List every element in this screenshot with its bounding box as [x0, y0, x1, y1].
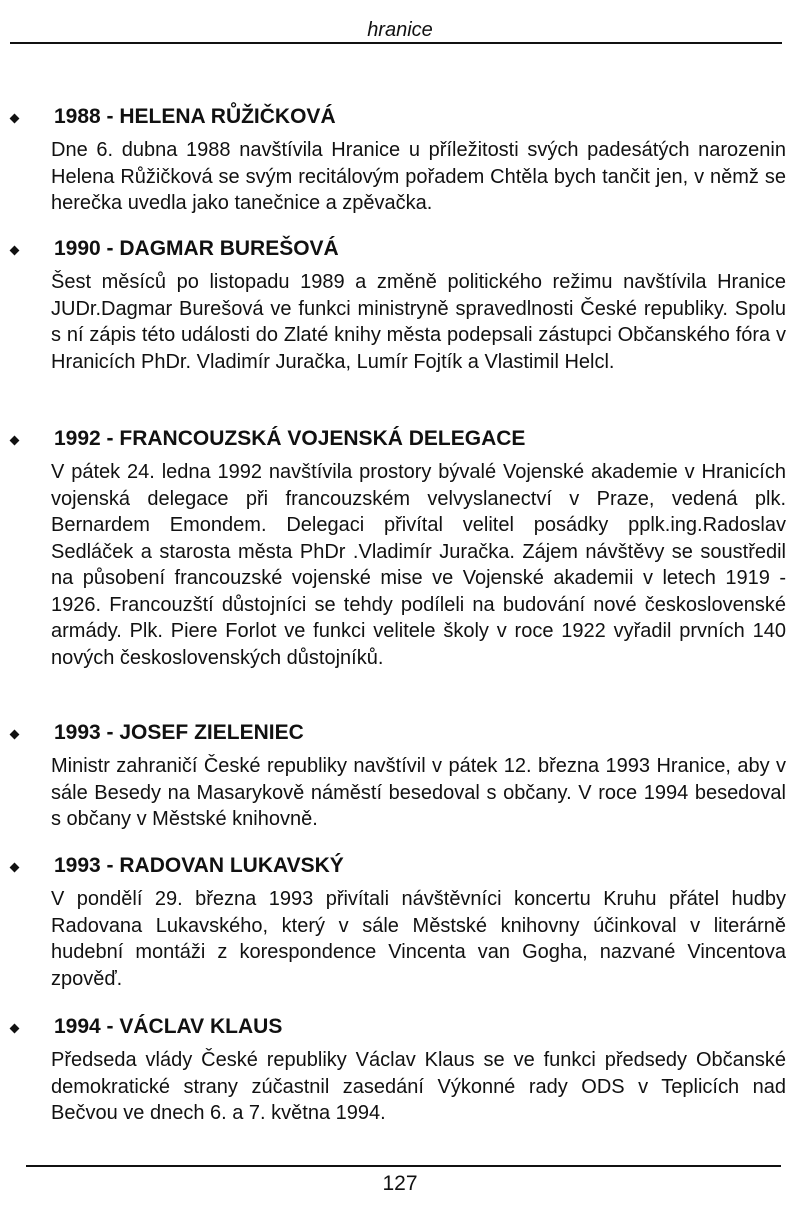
- entry-heading: 1993 - JOSEF ZIELENIEC: [54, 721, 304, 744]
- bullet-icon: [10, 730, 20, 740]
- entry-heading: 1993 - RADOVAN LUKAVSKÝ: [54, 854, 344, 877]
- footer-rule: [26, 1165, 781, 1167]
- bullet-icon: [10, 246, 20, 256]
- entry-body: Ministr zahraničí České republiky navštívil v pátek 12. března 1993 Hranice, aby v sále Besedy na Masarykově náměstí besedoval s občany. V roce 1994 besedoval s občany v Městské knihovně.: [51, 755, 786, 830]
- bullet-icon: [10, 1024, 20, 1034]
- entry-heading: 1994 - VÁCLAV KLAUS: [54, 1015, 283, 1038]
- entry-body: Předseda vlády České republiky Václav Klaus se ve funkci předsedy Občanské demokratické strany zúčastnil zasedání Výkonné rady ODS v Teplicích nad Bečvou ve dnech 6. a 7. května 1994.: [51, 1049, 786, 1124]
- entry-heading: 1992 - FRANCOUZSKÁ VOJENSKÁ DELEGACE: [54, 427, 526, 450]
- entry-heading: 1990 - DAGMAR BUREŠOVÁ: [54, 237, 339, 260]
- bullet-icon: [10, 863, 20, 873]
- header-rule: [10, 42, 782, 44]
- page-number: 127: [382, 1172, 418, 1195]
- entry-body: V pondělí 29. března 1993 přivítali návštěvníci koncertu Kruhu přátel hudby Radovana Lukavského, který v sále Městské knihovny účinkoval v literárně hudební montáži z korespondence Vincenta van Gogha, nazvané Vincentova zpověď.: [51, 888, 786, 990]
- bullet-icon: [10, 436, 20, 446]
- entry-body: Dne 6. dubna 1988 navštívila Hranice u příležitosti svých padesátých narozenin Helena Růžičková se svým recitálovým pořadem Chtěla bych tančit jen, v němž se herečka uvedla jako tanečnice a zpěvačka.: [51, 139, 786, 214]
- entry-heading: 1988 - HELENA RŮŽIČKOVÁ: [54, 105, 336, 128]
- running-title: hranice: [367, 19, 433, 41]
- entry-body: Šest měsíců po listopadu 1989 a změně politického režimu navštívila Hranice JUDr.Dagmar Burešová ve funkci ministryně spravedlnosti České republiky. Spolu s ní zápis této události do Zlaté knihy města podepsali zástupci Občanského fóra v Hranicích PhDr. Vladimír Juračka, Lumír Fojtík a Vlastimil Helcl.: [51, 271, 786, 373]
- bullet-icon: [10, 114, 20, 124]
- entry-body: V pátek 24. ledna 1992 navštívila prostory bývalé Vojenské akademie v Hranicích vojenská delegace při francouzském velvyslanectví v Praze, vedená plk. Bernardem Emondem. Delegaci přivítal velitel posádky pplk.ing.Radoslav Sedláček a starosta města PhDr .Vladimír Juračka. Zájem návštěvy se soustředil na působení francouzské vojenské mise ve Vojenské akademii v letech 1919 - 1926. Francouzští důstojníci se tehdy podíleli na budování nové československé armády. Plk. Piere Forlot ve funkci velitele školy v roce 1922 vyřadil prvních 140 nových československých důstojníků.: [51, 461, 786, 669]
